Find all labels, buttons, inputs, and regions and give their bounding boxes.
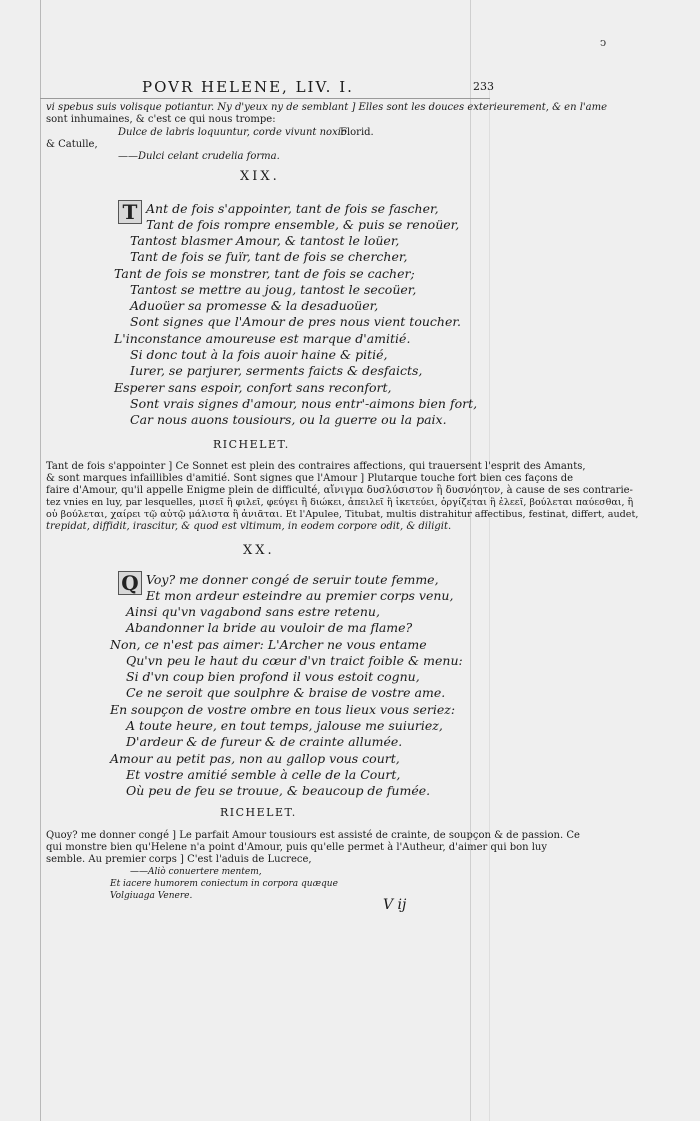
verse-line: Amour au petit pas, non au gallop vous court, — [110, 751, 400, 766]
note-source: Florid. — [340, 127, 374, 138]
verse-line: Iurer, se parjurer, serments faicts & desfaicts, — [130, 363, 423, 378]
note-quote: Dulce de labris loquuntur, corde vivunt noxio. — [118, 127, 350, 138]
note-line: sont inhumaines, & c'est ce qui nous trompe: — [46, 114, 276, 125]
commentary-heading: RICHELET. — [220, 806, 297, 819]
verse-line: Si donc tout à la fois auoir haine & pitié, — [130, 347, 388, 362]
running-head — [40, 78, 494, 99]
page-number: 233 — [473, 80, 494, 93]
verse-line: Et mon ardeur esteindre au premier corps venu, — [146, 588, 454, 603]
verse-line: D'ardeur & de fureur & de crainte allumée. — [126, 734, 403, 749]
verse-line: Car nous auons tousiours, ou la guerre ou la paix. — [130, 412, 447, 427]
sonnet-number: XX. — [243, 543, 275, 558]
verse-line: L'inconstance amoureuse est marque d'amitié. — [114, 331, 411, 346]
note-quote: ——Dulci celant crudelia forma. — [118, 151, 280, 162]
verse-line: Tant de fois se fuïr, tant de fois se chercher, — [130, 249, 408, 264]
running-head-title: POVR HELENE, LIV. I. — [142, 78, 354, 96]
commentary-line: οὐ βούλεται, χαίρει τῷ αὐτῷ μάλιστα ἢ ἀνιᾶται. Et l'Apulee, Titubat, multis distrahitur affectibus, festinat, differt, audet, — [46, 509, 639, 520]
commentary-line: faire d'Amour, qu'il appelle Enigme plein de difficulté, αἴνιγμα δυσλύσιστον ἢ δυσνόητον, à cause de ses contrarie- — [46, 485, 633, 496]
commentary-line: qui monstre bien qu'Helene n'a point d'Amour, puis qu'elle permet à l'Autheur, d'aimer qui bon luy — [46, 842, 548, 853]
verse-line: Tant de fois rompre ensemble, & puis se renoüer, — [146, 217, 460, 232]
verse-line: Sont signes que l'Amour de pres nous vient toucher. — [130, 314, 461, 329]
commentary-line: trepidat, diffidit, irascitur, & quod est vltimum, in eodem corpore odit, & diligit. — [46, 521, 452, 532]
verse-line: Et vostre amitié semble à celle de la Court, — [126, 767, 401, 782]
commentary-line: tez vnies en luy, par lesquelles, μισεῖ ἢ φιλεῖ, φεύγει ἢ διώκει, ἀπειλεῖ ἢ ἱκετεύει, ὀργίζεται ἢ ἐλεεῖ, βούλεται παύεσθαι, ἢ — [46, 497, 634, 508]
drop-cap: Q — [118, 571, 142, 595]
verse-line: Où peu de feu se trouue, & beaucoup de fumée. — [126, 783, 431, 798]
note-line: & Catulle, — [46, 139, 98, 150]
commentary-line: semble. Au premier corps ] C'est l'aduis de Lucrece, — [46, 854, 312, 865]
page-margin-rule — [40, 0, 41, 1121]
verse-line: Aduoüer sa promesse & la desaduoüer, — [130, 298, 379, 313]
verse-line: Ce ne seroit que soulphre & braise de vostre ame. — [126, 685, 446, 700]
verse-line: Non, ce n'est pas aimer: L'Archer ne vous entame — [110, 637, 427, 652]
signature-mark: V ij — [383, 897, 407, 913]
verse-line: Tantost se mettre au joug, tantost le secoüer, — [130, 282, 417, 297]
verse-line: Ant de fois s'appointer, tant de fois se fascher, — [146, 201, 439, 216]
verse-line: Qu'vn peu le haut du cœur d'vn traict foible & menu: — [126, 653, 463, 668]
quote-line: Et iacere humorem coniectum in corpora quæque — [110, 879, 338, 889]
note-line: vi spebus suis volisque potiantur. Ny d'yeux ny de semblant ] Elles sont les douces exterieurement, & en l'ame — [46, 102, 608, 113]
verse-line: A toute heure, en tout temps, jalouse me suiuriez, — [126, 718, 443, 733]
verse-line: Abandonner la bride au vouloir de ma flame? — [126, 620, 413, 635]
drop-cap: T — [118, 200, 142, 224]
verse-line: Sont vrais signes d'amour, nous entr'-aimons bien fort, — [130, 396, 478, 411]
verse-line: Tantost blasmer Amour, & tantost le loüer, — [130, 233, 400, 248]
quote-line: ——Aliò conuertere mentem, — [130, 867, 262, 877]
commentary-heading: RICHELET. — [213, 438, 290, 451]
quote-line: Volgiuaga Venere. — [110, 891, 193, 901]
verse-line: Esperer sans espoir, confort sans reconfort, — [114, 380, 392, 395]
verse-line: Tant de fois se monstrer, tant de fois se cacher; — [114, 266, 415, 281]
verse-line: En soupçon de vostre ombre en tous lieux vous seriez: — [110, 702, 456, 717]
commentary-line: Tant de fois s'appointer ] Ce Sonnet est plein des contraires affections, qui trauersent l'esprit des Amants, — [46, 461, 586, 472]
commentary-line: Quoy? me donner congé ] Le parfait Amour tousiours est assisté de crainte, de soupçon & de passion. Ce — [46, 830, 580, 841]
sonnet-number: XIX. — [240, 169, 280, 184]
commentary-line: & sont marques infaillibles d'amitié. Sont signes que l'Amour ] Plutarque touche fort bien ces façons de — [46, 473, 574, 484]
verse-line: Voy? me donner congé de seruir toute femme, — [146, 572, 439, 587]
verse-line: Ainsi qu'vn vagabond sans estre retenu, — [126, 604, 380, 619]
page-fold-line-secondary — [489, 90, 490, 1121]
page-fold-line — [470, 0, 471, 1121]
ink-mark: ↄ — [600, 36, 607, 49]
verse-line: Si d'vn coup bien profond il vous estoit cognu, — [126, 669, 420, 684]
